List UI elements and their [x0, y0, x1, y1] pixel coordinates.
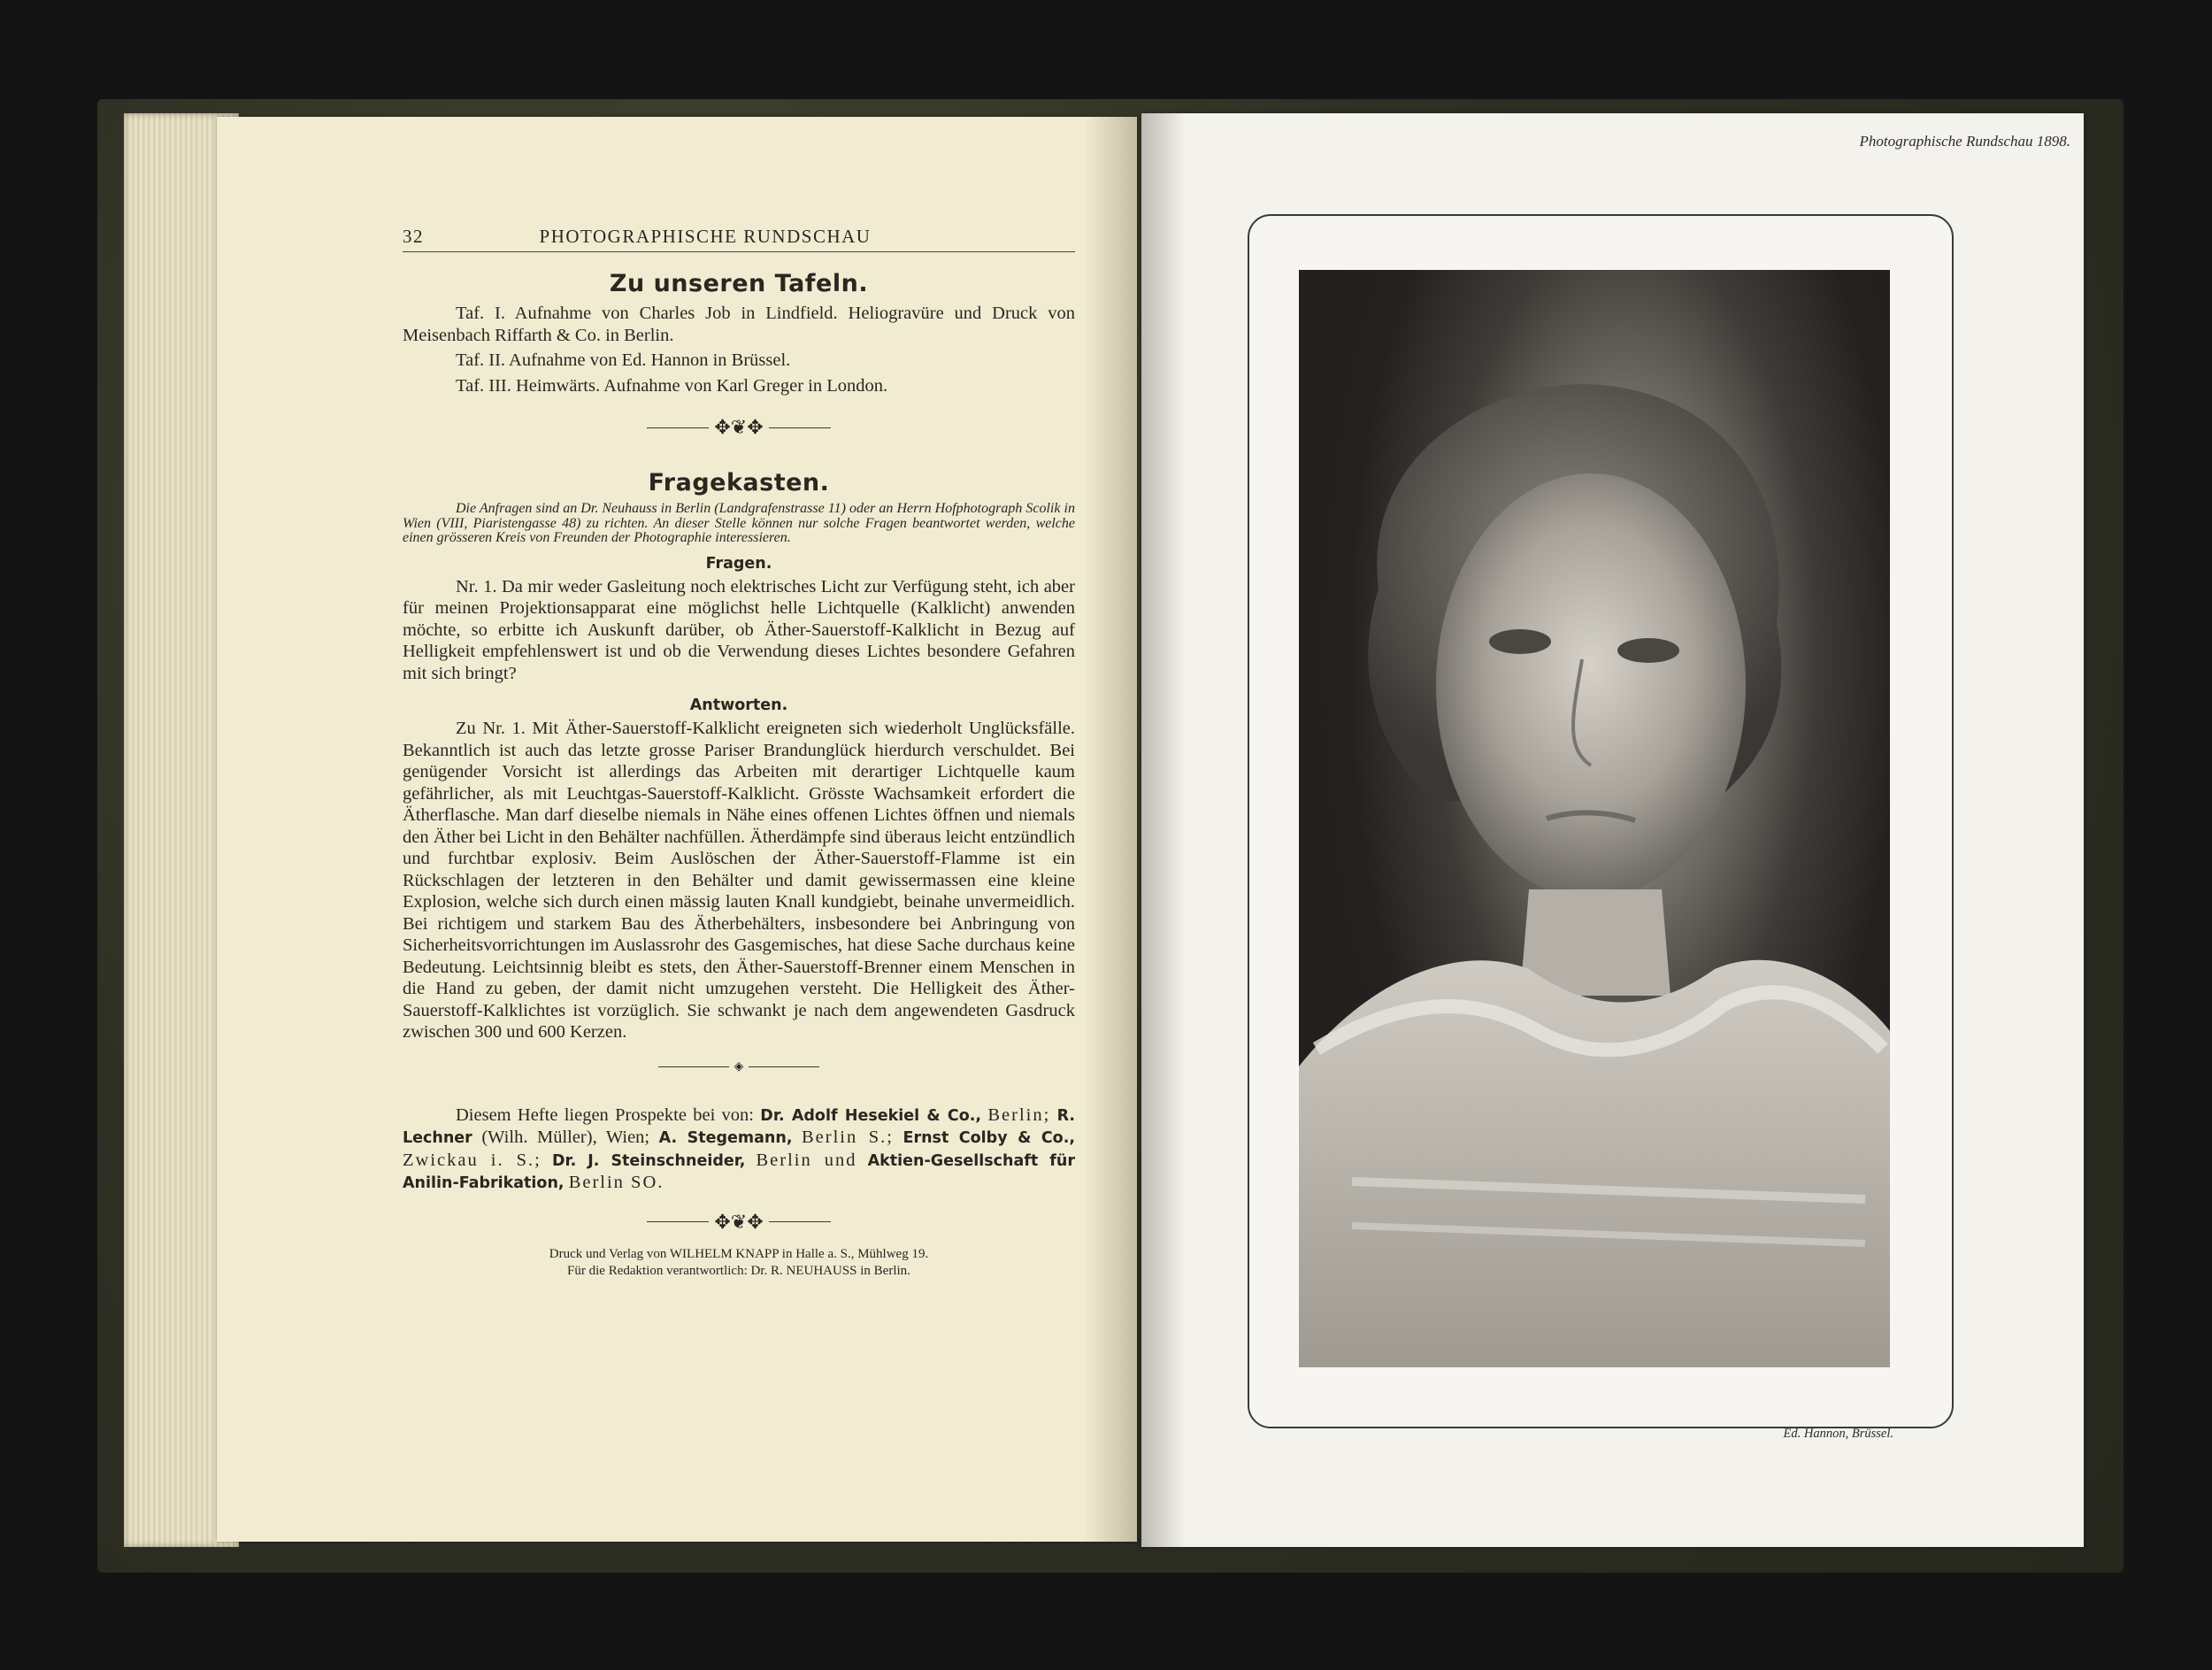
prospectus-city-3: Berlin S.;	[802, 1127, 894, 1147]
plate-2: Taf. II. Aufnahme von Ed. Hannon in Brüssel.	[456, 350, 791, 370]
questions-box-heading: Fragekasten.	[648, 469, 830, 496]
plate-1: Taf. I. Aufnahme von Charles Job in Lindfield. Heliogravüre und Druck von Meisenbach Riffarth & Co. in Berlin.	[403, 304, 1075, 345]
prospectus-city-5: Berlin und	[756, 1150, 857, 1170]
plate-3: Taf. III. Heimwärts. Aufnahme von Karl Greger in London.	[456, 375, 888, 396]
questions-box-intro: Die Anfragen sind an Dr. Neuhauss in Berlin (Landgrafenstrasse 11) oder an Herrn Hofphotograph Scolik in Wien (VIII, Piaristengasse 48) zu richten. An dieser Stelle können nur solche Fragen beantwortet werden, welche einen grösseren Kreis von Freunden der Photographie interessieren.	[403, 501, 1075, 545]
imprint-publisher: Druck und Verlag von WILHELM KNAPP in Halle a. S., Mühlweg 19.	[549, 1246, 929, 1261]
question-text: Nr. 1. Da mir weder Gasleitung noch elektrisches Licht zur Verfügung steht, ich aber für meinen Projektionsapparat eine möglichst helle Lichtquelle (Kalklicht) anwenden möchte, so erbitte ich Auskunft darüber, ob Äther-Sauerstoff-Kalklicht in Bezug auf Helligkeit empfehlenswert ist und ob die Verwendung dieses Lichtes besondere Gefahren mit sich bringt?	[403, 576, 1075, 683]
prospectus-city-1: Berlin;	[987, 1104, 1051, 1125]
prospectus-lead: Diesem Hefte liegen Prospekte bei von:	[456, 1104, 754, 1125]
photo-credit: Ed. Hannon, Brüssel.	[1783, 1427, 1893, 1441]
ornament-divider-bottom: ✥❦✥	[403, 1211, 1075, 1234]
running-head	[403, 226, 1075, 252]
imprint-editor: Für die Redaktion verantwortlich: Dr. R. NEUHAUSS in Berlin.	[567, 1263, 910, 1278]
left-page-text	[403, 226, 1075, 1280]
ornament-divider: ✥❦✥	[403, 416, 1075, 439]
prospectus-firm-2-detail: (Wilh. Müller), Wien;	[481, 1127, 650, 1147]
questions-heading: Fragen.	[705, 554, 772, 573]
answers-heading: Antworten.	[689, 696, 788, 714]
running-title: PHOTOGRAPHISCHE RUNDSCHAU	[539, 226, 872, 247]
prospectus-firm-5: Dr. J. Steinschneider,	[551, 1151, 746, 1170]
plates-heading: Zu unseren Tafeln.	[609, 270, 869, 297]
page-number: 32	[403, 226, 424, 247]
prospectus-firm-3: A. Stegemann,	[658, 1129, 793, 1147]
prospectus-firm-4: Ernst Colby & Co.,	[902, 1129, 1075, 1147]
ornament-divider-small: ◈	[403, 1059, 1075, 1074]
prospectus-notice	[403, 1104, 1075, 1195]
answer-text: Zu Nr. 1. Mit Äther-Sauerstoff-Kalklicht ereigneten sich wiederholt Unglücksfälle. Bekanntlich ist auch das letzte grosse Pariser Brandunglück hierdurch verschuldet. Bei genügender Vorsicht ist allerdings das Arbeiten mit derartiger Lichtquelle kaum gefährlicher, als mit Leuchtgas-Sauerstoff-Kalklicht. Grösste Wachsamkeit erfordert die Ätherflasche. Man darf dieselbe niemals in Nähe eines offenen Lichtes öffnen und niemals den Äther bei Licht in den Behälter nachfüllen. Ätherdämpfe sind überaus leicht entzündlich und furchtbar explosiv. Beim Auslöschen der Äther-Sauerstoff-Flamme ist ein Rückschlagen der letzteren in den Behälter und damit gewissermassen eine kleine Explosion, welche sich durch einen mässig lauten Knall kundgiebt, beinahe unvermeidlich. Bei richtigem und starkem Bau des Ätherbehälters, insbesondere bei Anbringung von Sicherheitsvorrichtungen im Auslassrohr des Gasgemisches, hat diese Sache durchaus keine Bedeutung. Leichtsinnig bleibt es stets, den Äther-Sauerstoff-Brenner einem Menschen in die Hand zu geben, der damit nicht umzugehen versteht. Die Helligkeit des Äther-Sauerstoff-Kalklichtes ist vorzüglich. Sie schwankt je nach dem angewendeten Gasdruck zwischen 300 und 600 Kerzen.	[403, 719, 1075, 1042]
prospectus-city-4: Zwickau i. S.;	[403, 1150, 541, 1170]
right-page-header: Photographische Rundschau 1898.	[1859, 133, 2070, 150]
prospectus-firm-2: R. Lechner	[403, 1106, 1076, 1147]
portrait-photo	[1299, 270, 1890, 1367]
prospectus-firm-6: Aktien-Gesellschaft für Anilin-Fabrikation,	[403, 1151, 1076, 1192]
prospectus-city-6: Berlin SO.	[568, 1173, 664, 1192]
portrait-illustration	[1299, 270, 1890, 1367]
prospectus-firm-1: Dr. Adolf Hesekiel & Co.,	[760, 1106, 982, 1125]
imprint	[403, 1246, 1075, 1280]
